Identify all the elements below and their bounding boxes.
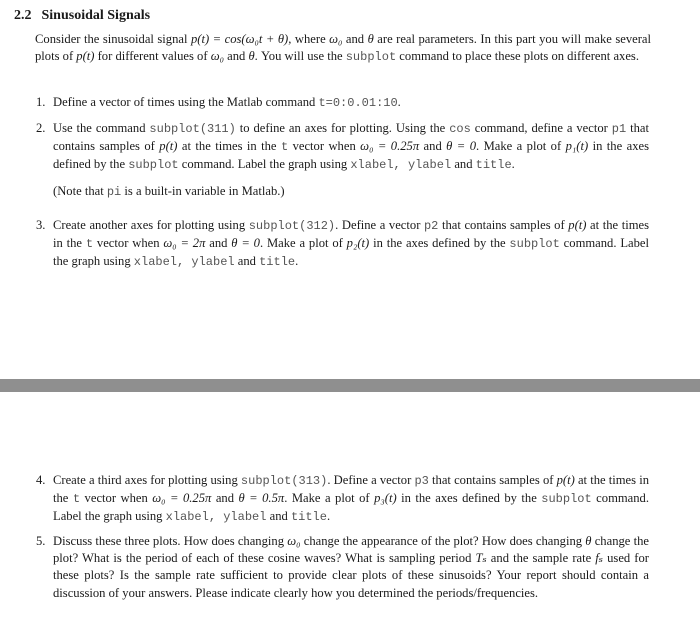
item-text: Discuss these three plots. How does changing ω₀ change the appearance of the plot? How does changing θ change the plot? What is the period of each of these cosine waves? What is sampling period Tₛ and the sample rate fₛ used for these plots? Is the sample rate sufficient to provide clear plots of these sinusoids? Your report should contain a discussion of your answers. Please indicate clearly how you determined the periods/frequencies.: [53, 534, 649, 600]
section-heading: [14, 7, 150, 24]
section-title: Sinusoidal Signals: [41, 8, 151, 23]
item-number: 1.: [36, 95, 46, 109]
section-number: 2.2: [14, 8, 32, 23]
item-number: 4.: [36, 473, 46, 487]
item-text: Create a third axes for plotting using subplot(313). Define a vector p3 that contains samples of p(t) at the times in the t vector when ω₀ = 0.25π and θ = 0.5π. Make a plot of p₃(t) in the axes defined by the subplot command. Label the graph using xlabel, ylabel and title.: [53, 473, 650, 525]
list-item-3: [36, 217, 650, 272]
item-text: Define a vector of times using the Matlab command t=0:0.01:10.: [53, 95, 401, 110]
list-item-2: [36, 120, 649, 201]
item-number: 5.: [36, 534, 46, 548]
list-item-1: [36, 94, 649, 112]
list-item-4: [36, 472, 650, 527]
item-text: Create another axes for plotting using subplot(312). Define a vector p2 that contains samples of p(t) at the times in the t vector when ω₀ = 2π and θ = 0. Make a plot of p₂(t) in the axes defined by the subplot command. Label the graph using xlabel, ylabel and title.: [53, 218, 650, 270]
item-note: (Note that pi is a built-in variable in Matlab.): [53, 183, 285, 199]
page-divider: [0, 379, 700, 392]
item-number: 3.: [36, 218, 46, 232]
list-item-5: [36, 533, 649, 602]
item-number: 2.: [36, 121, 46, 135]
intro-paragraph: Consider the sinusoidal signal p(t) = cos(ω₀t + θ), where ω₀ and θ are real parameters. In this part you will make several plots of p(t) for different values of ω₀ and θ. You will use the subplot command to place these plots on different axes.: [35, 32, 651, 65]
item-text: Use the command subplot(311) to define an axes for plotting. Using the cos command, define a vector p1 that contains samples of p(t) at the times in the t vector when ω₀ = 0.25π and θ = 0. Make a plot of p₁(t) in the axes defined by the subplot command. Label the graph using xlabel, ylabel and title.: [53, 121, 649, 173]
